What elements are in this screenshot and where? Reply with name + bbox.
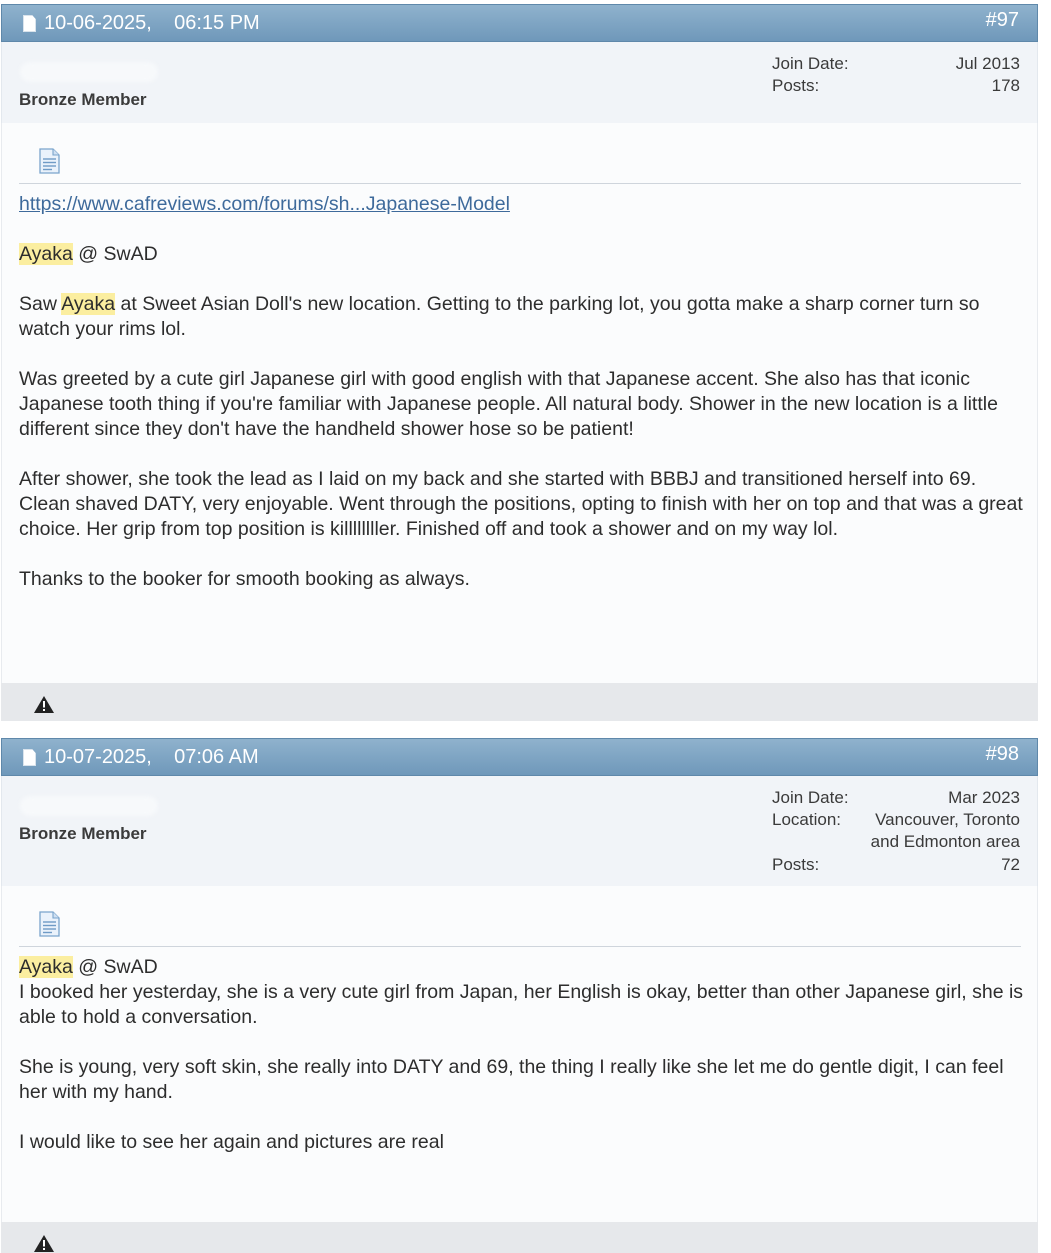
document-icon xyxy=(23,15,36,32)
post-document-icon xyxy=(38,911,61,937)
stat-value: Mar 2023 xyxy=(948,788,1020,807)
heading-text: @ SwAD xyxy=(72,956,158,978)
thread-link[interactable]: https://www.cafreviews.com/forums/sh...Japanese-Model xyxy=(19,193,510,215)
post-divider xyxy=(19,946,1021,947)
paragraph: I booked her yesterday, she is a very cute girl from Japan, her English is okay, better than other Japanese girl, she is able to hold a conversation. xyxy=(19,981,1024,1028)
review-heading xyxy=(19,242,1024,267)
review-heading xyxy=(19,955,1024,980)
forum-post xyxy=(1,4,1038,720)
stat-value: 72 xyxy=(1001,855,1020,874)
post-body xyxy=(19,192,1024,617)
post-content xyxy=(1,123,1038,683)
post-header xyxy=(1,4,1038,42)
user-title: Bronze Member xyxy=(19,824,147,843)
text: Saw xyxy=(19,293,62,315)
stat-value: 178 xyxy=(991,76,1020,95)
post-divider xyxy=(19,183,1021,184)
post-number-link[interactable]: #98 xyxy=(985,743,1019,765)
document-icon xyxy=(23,749,36,766)
stat-posts xyxy=(772,75,1020,97)
username-redacted xyxy=(20,796,158,816)
paragraph: After shower, she took the lead as I laid on my back and she started with BBBJ and transitioned herself into 69. Clean shaved DATY, very enjoyable. Went through the positions, opting to finish with her on top and that was a great choice. Her grip from top position is killllllller. Finished off and took a shower and on my way lol. xyxy=(19,468,1023,540)
stat-label: Location: xyxy=(772,810,841,829)
post-header xyxy=(1,738,1038,776)
post-footer xyxy=(1,1222,1038,1253)
post-number-link[interactable]: #97 xyxy=(985,9,1019,31)
paragraph: I would like to see her again and pictures are real xyxy=(19,1131,444,1153)
post-body xyxy=(19,955,1024,1180)
post-footer xyxy=(1,683,1038,721)
user-info xyxy=(1,776,1038,886)
stat-posts xyxy=(772,854,1020,876)
stat-location xyxy=(772,809,1020,854)
paragraph: Was greeted by a cute girl Japanese girl with good english with that Japanese accent. She also has that iconic Japanese tooth thing if you're familiar with Japanese people. All natural body. Shower in the new location is a little different since they don't have the handheld shower hose so be patient! xyxy=(19,368,998,440)
stat-label: Posts: xyxy=(772,855,820,874)
highlighted-name: Ayaka xyxy=(19,243,73,265)
post-document-icon xyxy=(38,148,61,174)
highlighted-name: Ayaka xyxy=(61,293,116,315)
stat-join-date xyxy=(772,787,1020,809)
user-title: Bronze Member xyxy=(19,90,147,109)
forum-post xyxy=(1,738,1038,1253)
stat-label: Posts: xyxy=(772,76,820,95)
stat-label: Join Date: xyxy=(772,788,849,807)
username-redacted xyxy=(20,62,158,82)
post-date: 10-06-2025, 06:15 PM xyxy=(44,12,260,34)
user-info xyxy=(1,42,1038,123)
paragraph: She is young, very soft skin, she really into DATY and 69, the thing I really like she let me do gentle digit, I can feel her with my hand. xyxy=(19,1056,1004,1103)
report-warning-icon[interactable] xyxy=(33,695,55,714)
post-content xyxy=(1,886,1038,1222)
stat-join-date xyxy=(772,53,1020,75)
stat-label: Join Date: xyxy=(772,54,849,73)
heading-text: @ SwAD xyxy=(72,243,158,265)
highlighted-name: Ayaka xyxy=(19,956,73,978)
paragraph: Thanks to the booker for smooth booking as always. xyxy=(19,568,470,590)
text: at Sweet Asian Doll's new location. Getting to the parking lot, you gotta make a sharp corner turn so watch your rims lol. xyxy=(19,293,980,340)
user-stats xyxy=(772,53,1020,97)
stat-value: Vancouver, Toronto and Edmonton area xyxy=(870,810,1020,851)
report-warning-icon[interactable] xyxy=(33,1234,55,1253)
user-stats xyxy=(772,787,1020,876)
post-date: 10-07-2025, 07:06 AM xyxy=(44,746,259,768)
stat-value: Jul 2013 xyxy=(955,54,1020,73)
paragraph xyxy=(19,292,1024,342)
